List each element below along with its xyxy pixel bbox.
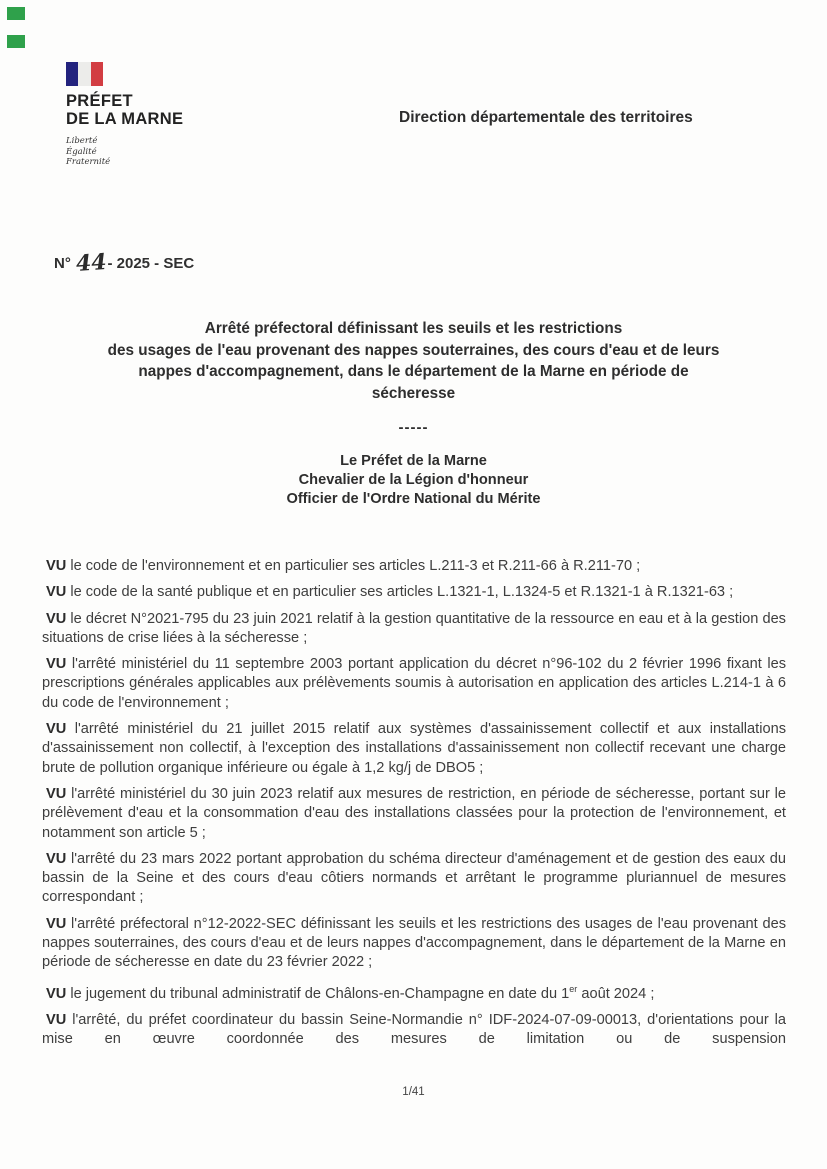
page-number: 1/41 — [402, 1086, 425, 1098]
prefet-logo — [66, 62, 183, 168]
vu-paragraph: VU le code de la santé publique et en particulier ses articles L.1321-1, L.1324-5 et R.1321-1 à R.1321-63 ; — [46, 584, 734, 601]
reference-number — [54, 248, 195, 278]
title-line-1: Arrêté préfectoral définissant les seuils et les restrictions — [204, 320, 623, 337]
vu-paragraph: VU l'arrêté du 23 mars 2022 portant approbation du schéma directeur d'aménagement et de gestion des eaux du bassin de la Seine et des cours d'eau côtiers normands et arrêtant le programme pluriannuel de mesures correspondant ; — [42, 850, 787, 906]
vu-paragraph: VU l'arrêté préfectoral n°12-2022-SEC définissant les seuils et les restrictions des usages de l'eau provenant des nappes souterraines, des cours d'eau et de leurs nappes d'accompagnement, dans le département de la Marne en période de sécheresse en date du 23 février 2022 ; — [42, 915, 786, 971]
vu-label: VU — [46, 656, 67, 673]
flag-stripe-red — [91, 62, 103, 86]
motto-block — [66, 136, 183, 168]
reference-prefix: N° — [54, 255, 71, 272]
motto-line-liberte: Liberté — [66, 136, 98, 146]
vu-label: VU — [46, 850, 67, 867]
separator-dashes: ----- — [398, 419, 429, 436]
salutation-line-2: Chevalier de la Légion d'honneur — [298, 472, 529, 488]
vu-label: VU — [46, 721, 67, 738]
logo-prefet-text: PRÉFET — [66, 92, 133, 110]
vu-label: VU — [46, 985, 67, 1002]
vu-label: VU — [46, 584, 67, 601]
title-line-2: des usages de l'eau provenant des nappes souterraines, des cours d'eau et de leurs — [107, 341, 720, 359]
handwritten-number: 44 — [74, 248, 108, 278]
direction-title: Direction départementale des territoires — [399, 109, 693, 126]
vu-paragraph: VU le jugement du tribunal administratif de Châlons-en-Champagne en date du 1er août 2024 ; — [46, 983, 655, 1002]
vu-label: VU — [46, 785, 67, 802]
vu-paragraph: VU l'arrêté ministériel du 21 juillet 2015 relatif aux systèmes d'assainissement collectif et aux installations d'assainissement non collectif, à l'exception des installations d'assainissement non collectif recevant une charge brute de pollution organique inférieure ou égale à 1,2 kg/j de DBO5 ; — [42, 721, 786, 776]
vu-label: VU — [46, 915, 67, 932]
vu-paragraph: VU l'arrêté, du préfet coordinateur du bassin Seine-Normandie n° IDF-2024-07-09-00013, d'orientations pour la mise en œuvre coordonnée des mesures de limitation ou de suspension — [42, 1011, 787, 1048]
flag-stripe-blue — [66, 62, 78, 86]
document-title — [0, 318, 827, 404]
vu-label: VU — [46, 1011, 67, 1028]
vu-paragraph: VU le décret N°2021-795 du 23 juin 2021 relatif à la gestion quantitative de la ressource en eau et à la gestion des situations de crise liées à la sécheresse ; — [42, 610, 786, 646]
vu-label: VU — [46, 610, 67, 627]
logo-departement-text: DE LA MARNE — [66, 110, 184, 128]
salutation-block — [0, 452, 827, 509]
salutation-line-1: Le Préfet de la Marne — [340, 453, 487, 469]
superscript: er — [569, 983, 578, 994]
vu-paragraph-list — [42, 557, 786, 1056]
motto-line-egalite: Égalité — [66, 146, 97, 157]
title-line-3: nappes d'accompagnement, dans le département de la Marne en période de — [138, 363, 689, 380]
scan-artifact-2 — [7, 35, 25, 48]
flag-stripe-white — [78, 62, 90, 86]
french-flag-icon — [66, 62, 103, 86]
reference-suffix: - 2025 - SEC — [107, 255, 195, 272]
vu-paragraph: VU l'arrêté ministériel du 11 septembre 2003 portant application du décret n°96-102 du 2 février 1996 fixant les prescriptions générales applicables aux prélèvements soumis à autorisation en application des articles L.214-1 à 6 du code de l'environnement ; — [42, 656, 786, 711]
vu-label: VU — [46, 558, 67, 574]
scan-artifact-1 — [7, 7, 25, 20]
salutation-line-3: Officier de l'Ordre National du Mérite — [286, 491, 541, 507]
title-line-4: sécheresse — [371, 384, 456, 402]
vu-paragraph: VU l'arrêté ministériel du 30 juin 2023 relatif aux mesures de restriction, en période de sécheresse, portant sur le prélèvement d'eau et la consommation d'eau des installations classées pour la protection de l'environnement, et notamment son article 5 ; — [42, 785, 786, 841]
motto-line-fraternite: Fraternité — [66, 157, 111, 167]
vu-paragraph: VU le code de l'environnement et en particulier ses articles L.211-3 et R.211-66 à R.211-70 ; — [46, 558, 641, 574]
